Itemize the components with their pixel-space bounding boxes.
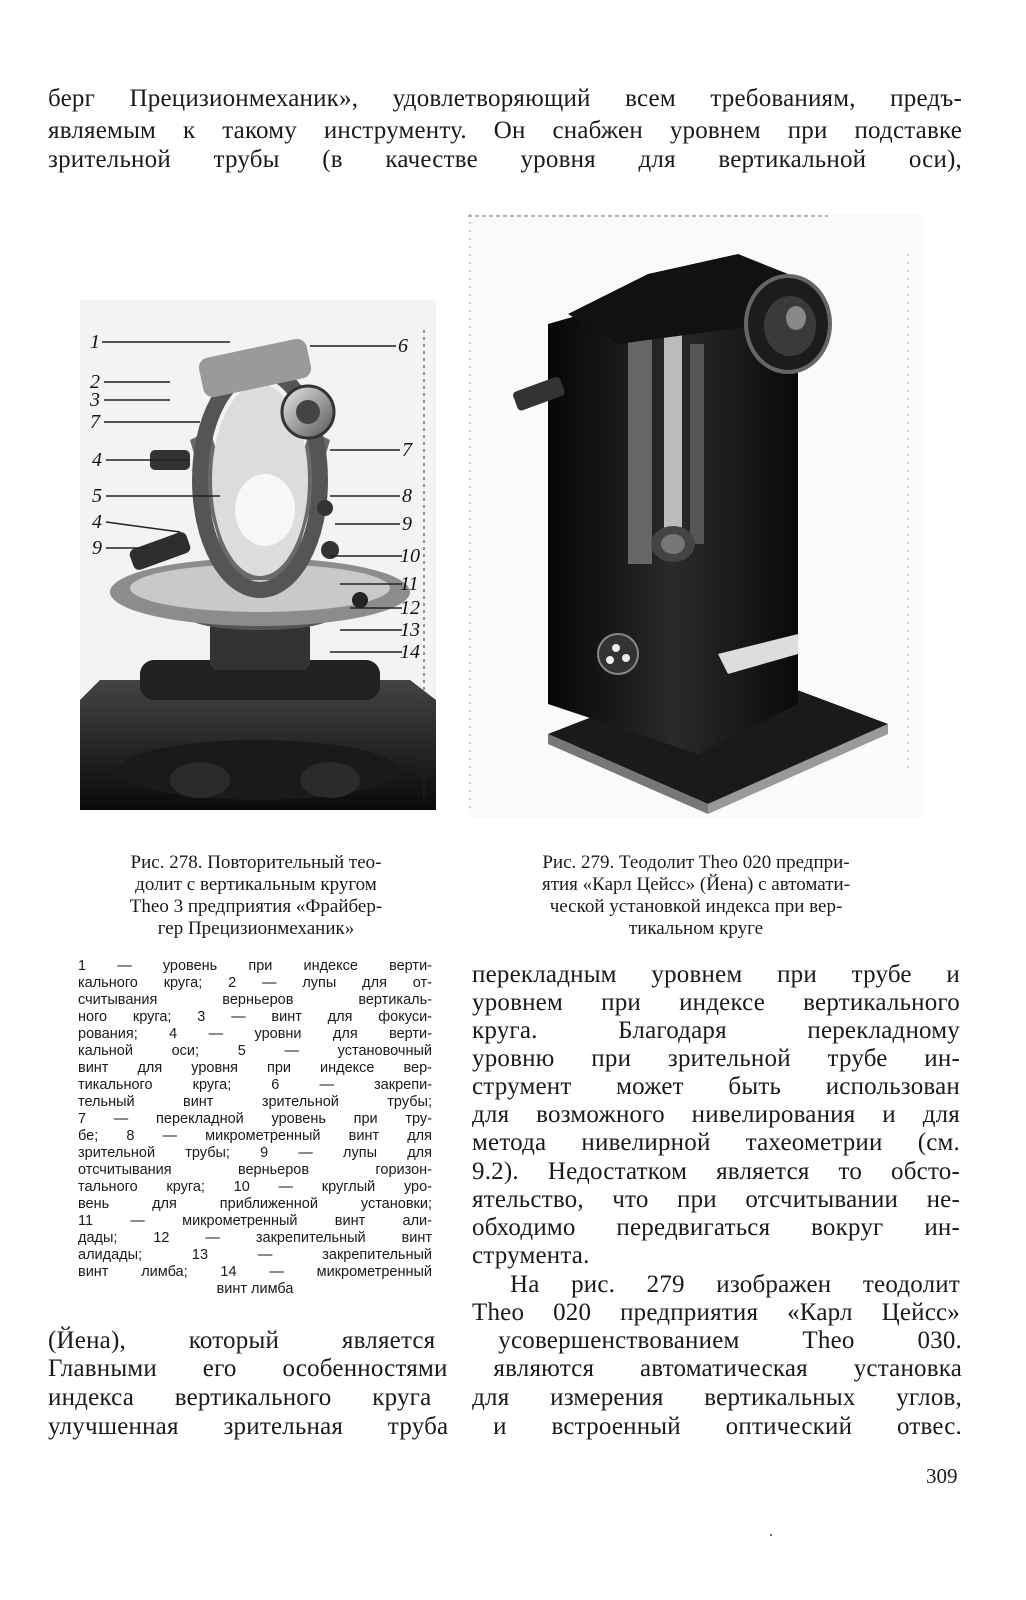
text-line: круга. Благодаря перекладному [472, 1017, 960, 1044]
figure-278-caption [72, 852, 440, 940]
caption-line: тикальном круге [628, 918, 764, 939]
callout-number: 4 [92, 449, 102, 471]
legend-line: винт для уровня при индексе вер- [78, 1060, 432, 1076]
theodolite-theo3-illustration [80, 300, 436, 810]
caption-line: ятия «Карл Цейсс» (Йена) с автомати- [541, 874, 851, 895]
legend-line: считывания верньеров вертикаль- [78, 992, 432, 1008]
text-line: обходимо передвигаться вокруг ин- [472, 1214, 960, 1241]
caption-line: гер Прецизионмеханик» [157, 918, 355, 939]
figure-279-theo020-photo [468, 214, 924, 818]
legend-line: 1 — уровень при индексе верти- [78, 958, 432, 974]
legend-line: вень для приближенной установки; [78, 1196, 432, 1212]
text-line: уровню при зрительной трубе ин- [472, 1045, 960, 1072]
caption-line: Рис. 279. Теодолит Theo 020 предпри- [542, 852, 850, 873]
theodolite-theo020-illustration [468, 214, 924, 818]
text-line: (Йена), который является усовершенствованием Theo 030. [48, 1327, 962, 1354]
text-line: уровнем при индексе вертикального [472, 989, 960, 1016]
text-line: улучшенная зрительная труба и встроенный оптический отвес. [48, 1413, 962, 1440]
text-line: индекса вертикального круга для измерения вертикальных углов, [48, 1384, 962, 1411]
text-line: зрительной трубы (в качестве уровня для вертикальной оси), [48, 146, 962, 173]
callout-number: 14 [400, 641, 420, 663]
text-line: являемым к такому инструменту. Он снабжен уровнем при подставке [48, 117, 962, 144]
callout-number: 10 [400, 545, 420, 567]
legend-line: тального круга; 10 — круглый уро- [78, 1179, 432, 1195]
callout-number: 1 [90, 331, 100, 353]
text-line: струмента. [472, 1242, 590, 1269]
legend-line: бе; 8 — микрометренный винт для [78, 1128, 432, 1144]
legend-line: тикального круга; 6 — закрепи- [78, 1077, 432, 1093]
text-line: метода нивелирной тахеометрии (см. [472, 1129, 960, 1156]
legend-line: кальной оси; 5 — установочный [78, 1043, 432, 1059]
callout-number: 11 [400, 573, 419, 595]
caption-line: долит с вертикальным кругом [135, 874, 377, 895]
legend-line: кального круга; 2 — лупы для от- [78, 975, 432, 991]
legend-line: винт лимба; 14 — микрометренный [78, 1264, 432, 1280]
text-line: На рис. 279 изображен теодолит [510, 1271, 960, 1298]
figure-278-legend [78, 958, 432, 1298]
callout-number: 13 [400, 619, 420, 641]
callout-number: 7 [402, 439, 412, 461]
page-number: 309 [926, 1464, 958, 1488]
legend-line: алидады; 13 — закрепительный [78, 1247, 432, 1263]
legend-line: дады; 12 — закрепительный винт [78, 1230, 432, 1246]
legend-line: 11 — микрометренный винт али- [78, 1213, 432, 1229]
callout-number: 7 [90, 411, 100, 433]
text-line: берг Прецизионмеханик», удовлетворяющий всем требованиям, предъ- [48, 85, 962, 112]
legend-line: 7 — перекладной уровень при тру- [78, 1111, 432, 1127]
callout-number: 6 [398, 335, 408, 357]
text-line: 9.2). Недостатком является то обсто- [472, 1158, 960, 1185]
callout-number: 3 [90, 389, 100, 411]
caption-line: Theo 3 предприятия «Фрайбер- [129, 896, 383, 917]
callout-number: 12 [400, 597, 420, 619]
legend-line: рования; 4 — уровни для верти- [78, 1026, 432, 1042]
text-line: Theo 020 предприятия «Карл Цейсс» [472, 1299, 960, 1326]
legend-line: винт лимба [216, 1281, 294, 1297]
callout-number: 5 [92, 485, 102, 507]
callout-number: 8 [402, 485, 412, 507]
callout-number: 4 [92, 511, 102, 533]
legend-line: отсчитывания верньеров горизон- [78, 1162, 432, 1178]
print-speck [770, 1534, 772, 1536]
text-line: ятельство, что при отсчитывании не- [472, 1186, 960, 1213]
figure-279-caption [468, 852, 924, 940]
caption-line: ческой установкой индекса при вер- [549, 896, 843, 917]
legend-line: зрительной трубы; 9 — лупы для [78, 1145, 432, 1161]
text-line: для возможного нивелирования и для [472, 1101, 960, 1128]
callout-number: 9 [92, 537, 102, 559]
legend-line: тельный винт зрительной трубы; [78, 1094, 432, 1110]
caption-line: Рис. 278. Повторительный тео- [130, 852, 382, 873]
callout-number: 9 [402, 513, 412, 535]
text-line: Главными его особенностями являются автоматическая установка [48, 1355, 962, 1382]
text-line: струмент может быть использован [472, 1073, 960, 1100]
legend-line: ного круга; 3 — винт для фокуси- [78, 1009, 432, 1025]
figure-278-theodolite-photo [80, 300, 436, 810]
callout-number: 2 [90, 371, 100, 393]
text-line: перекладным уровнем при трубе и [472, 961, 960, 988]
